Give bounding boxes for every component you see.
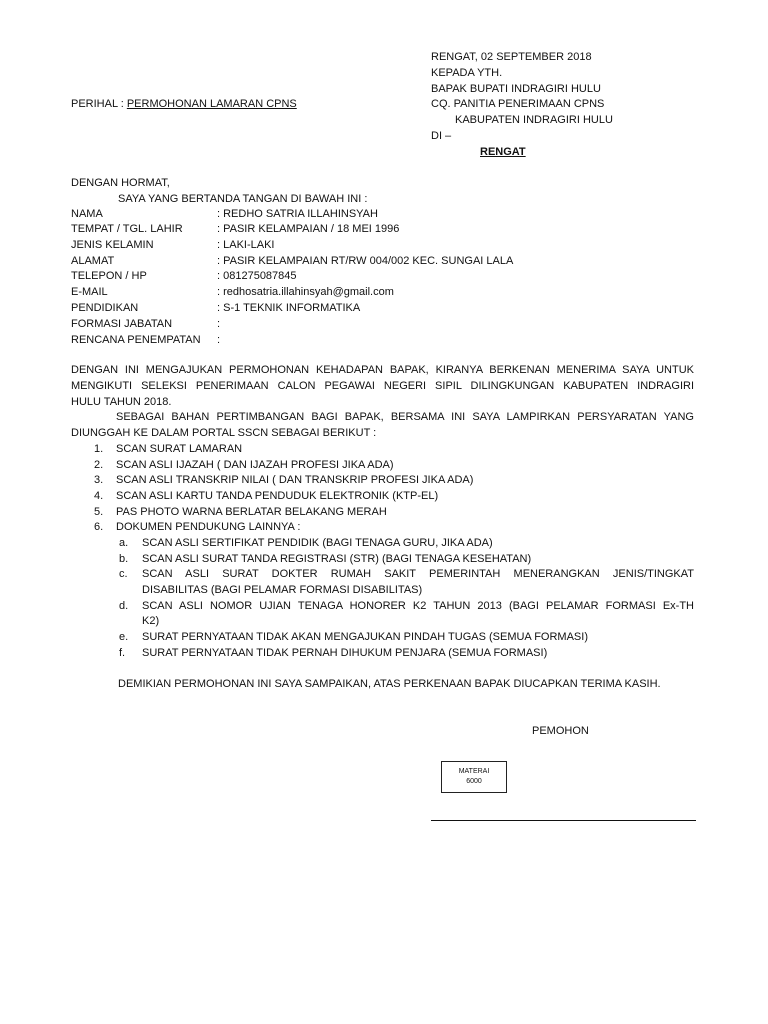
field-label-email: E-MAIL [71, 286, 108, 298]
field-label-gender: JENIS KELAMIN [71, 239, 154, 251]
stamp-label: MATERAI [458, 768, 490, 775]
field-label-education: PENDIDIKAN [71, 302, 139, 314]
field-value-nama: : REDHO SATRIA ILLAHINSYAH [217, 208, 378, 220]
greeting: DENGAN HORMAT, [71, 177, 170, 189]
addressee-intro: KEPADA YTH. [431, 67, 503, 79]
requirement-text: SCAN ASLI IJAZAH ( DAN IJAZAH PROFESI JIKA ADA) [116, 459, 394, 471]
paragraph1-line3: HULU TAHUN 2018. [71, 396, 172, 408]
field-label-placement: RENCANA PENEMPATAN [71, 334, 201, 346]
supporting-letter: f. [119, 647, 126, 659]
requirement-number: 6. [94, 521, 104, 533]
requirement-number: 5. [94, 506, 104, 518]
supporting-letter: e. [119, 631, 129, 643]
supporting-text-cont: K2) [142, 615, 160, 627]
signature-line [431, 820, 696, 821]
requirement-text: SCAN ASLI KARTU TANDA PENDUDUK ELEKTRONIK (KTP-EL) [116, 490, 439, 502]
field-value-email: : redhosatria.illahinsyah@gmail.com [217, 286, 394, 298]
field-value-address: : PASIR KELAMPAIAN RT/RW 004/002 KEC. SUNGAI LALA [217, 255, 514, 267]
stamp-value: 6000 [466, 778, 482, 785]
subject-value: PERMOHONAN LAMARAN CPNS [126, 98, 297, 110]
supporting-text: SURAT PERNYATAAN TIDAK AKAN MENGAJUKAN PINDAH TUGAS (SEMUA FORMASI) [142, 631, 588, 643]
field-label-nama: NAMA [71, 208, 103, 220]
requirement-number: 1. [94, 443, 104, 455]
field-value-placement: : [217, 334, 221, 346]
supporting-text: SCAN ASLI SURAT DOKTER RUMAH SAKIT PEMERINTAH MENERANGKAN JENIS/TINGKAT [142, 568, 694, 580]
signature-title: PEMOHON [532, 725, 589, 737]
paragraph1-line1: DENGAN INI MENGAJUKAN PERMOHONAN KEHADAPAN BAPAK, KIRANYA BERKENAN MENERIMA SAYA UNTUK [71, 364, 694, 376]
letter-date: RENGAT, 02 SEPTEMBER 2018 [431, 51, 592, 63]
requirement-text: SCAN ASLI TRANSKRIP NILAI ( DAN TRANSKRIP PROFESI JIKA ADA) [116, 474, 474, 486]
addressee-district: KABUPATEN INDRAGIRI HULU [455, 114, 613, 126]
addressee-city: RENGAT [480, 146, 526, 158]
addressee-cq: CQ. PANITIA PENERIMAAN CPNS [431, 98, 605, 110]
requirement-text: PAS PHOTO WARNA BERLATAR BELAKANG MERAH [116, 506, 387, 518]
supporting-text: SURAT PERNYATAAN TIDAK PERNAH DIHUKUM PENJARA (SEMUA FORMASI) [142, 647, 548, 659]
closing-line: DEMIKIAN PERMOHONAN INI SAYA SAMPAIKAN, ATAS PERKENAAN BAPAK DIUCAPKAN TERIMA KASIH. [118, 678, 661, 690]
field-value-gender: : LAKI-LAKI [217, 239, 275, 251]
paragraph2-line1: SEBAGAI BAHAN PERTIMBANGAN BAGI BAPAK, BERSAMA INI SAYA LAMPIRKAN PERSYARATAN YANG [116, 411, 694, 423]
supporting-letter: d. [119, 600, 129, 612]
field-label-address: ALAMAT [71, 255, 115, 267]
field-label-position: FORMASI JABATAN [71, 318, 173, 330]
field-label-phone: TELEPON / HP [71, 270, 147, 282]
supporting-text: SCAN ASLI SURAT TANDA REGISTRASI (STR) (BAGI TENAGA KESEHATAN) [142, 553, 532, 565]
subject-line [71, 98, 297, 110]
addressee-di: DI – [431, 130, 452, 142]
supporting-letter: a. [119, 537, 129, 549]
subject-label: PERIHAL : [71, 98, 127, 110]
supporting-letter: b. [119, 553, 129, 565]
supporting-text: SCAN ASLI SERTIFIKAT PENDIDIK (BAGI TENAGA GURU, JIKA ADA) [142, 537, 493, 549]
supporting-text: SCAN ASLI NOMOR UJIAN TENAGA HONORER K2 TAHUN 2013 (BAGI PELAMAR FORMASI Ex-TH [142, 600, 694, 612]
supporting-letter: c. [119, 568, 128, 580]
requirement-number: 2. [94, 459, 104, 471]
paragraph2-line2: DIUNGGAH KE DALAM PORTAL SSCN SEBAGAI BERIKUT : [71, 427, 377, 439]
paragraph1-line2: MENGIKUTI SELEKSI PENERIMAAN CALON PEGAWAI NEGERI SIPIL DILINGKUNGAN KABUPATEN INDRAGIRI [71, 380, 694, 392]
field-value-education: : S-1 TEKNIK INFORMATIKA [217, 302, 361, 314]
field-value-ttl: : PASIR KELAMPAIAN / 18 MEI 1996 [217, 223, 400, 235]
field-label-ttl: TEMPAT / TGL. LAHIR [71, 223, 183, 235]
field-value-position: : [217, 318, 221, 330]
intro-line: SAYA YANG BERTANDA TANGAN DI BAWAH INI : [118, 193, 368, 205]
requirement-text: DOKUMEN PENDUKUNG LAINNYA : [116, 521, 301, 533]
requirement-number: 4. [94, 490, 104, 502]
stamp-box [441, 761, 507, 793]
addressee-recipient: BAPAK BUPATI INDRAGIRI HULU [431, 83, 601, 95]
field-value-phone: : 081275087845 [217, 270, 297, 282]
supporting-text-cont: DISABILITAS (BAGI PELAMAR FORMASI DISABILITAS) [142, 584, 423, 596]
requirement-text: SCAN SURAT LAMARAN [116, 443, 243, 455]
requirement-number: 3. [94, 474, 104, 486]
